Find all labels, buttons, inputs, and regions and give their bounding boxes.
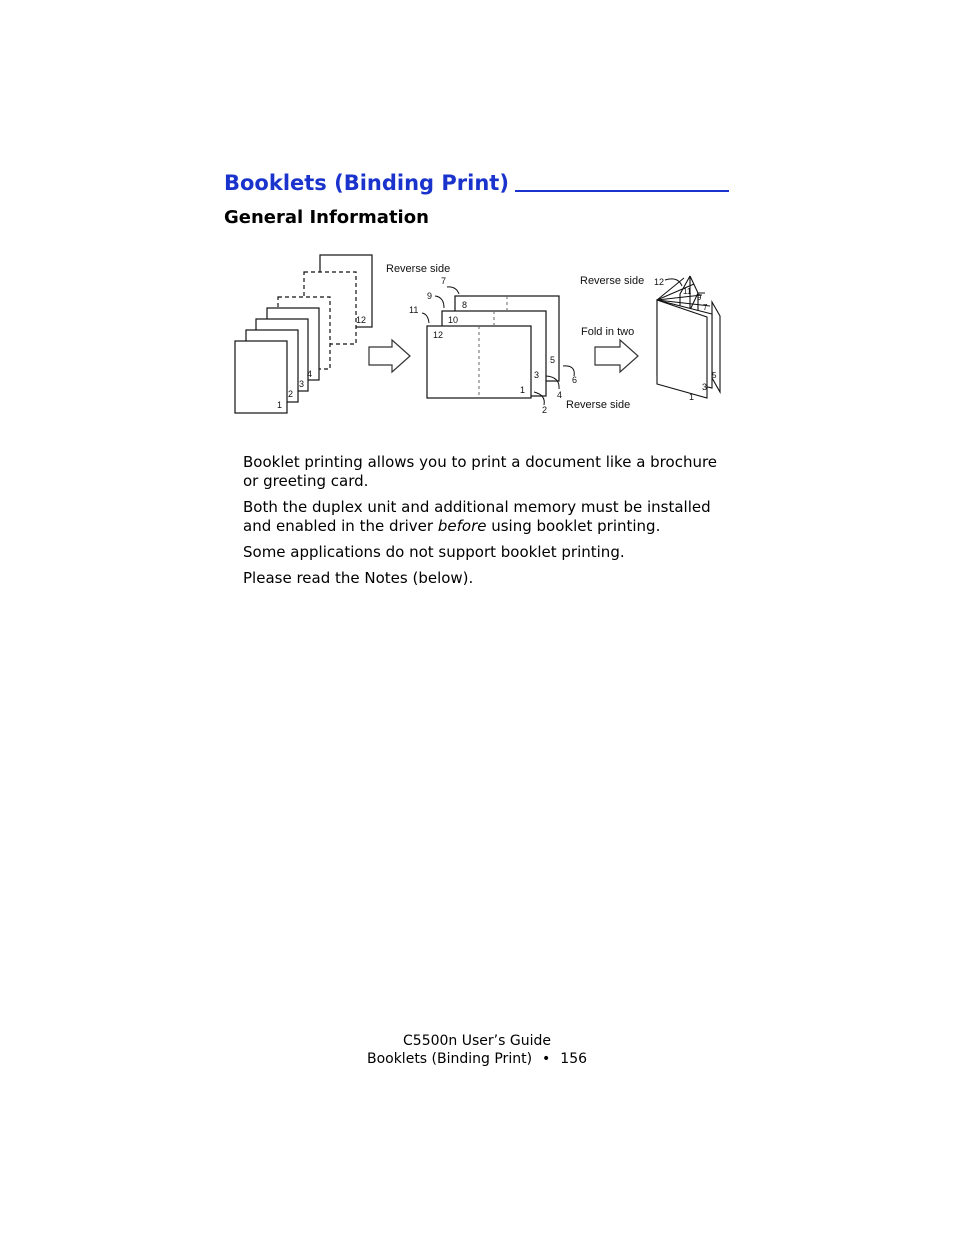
fold-in-two-label: Fold in two: [581, 326, 635, 338]
reverse-side-label-right: Reverse side: [580, 275, 645, 287]
pointer-arrow-9: [435, 296, 444, 308]
spread-label-7: 7: [441, 276, 447, 286]
footer-guide-title: C5500n User’s Guide: [403, 1033, 551, 1049]
section-heading: General Information: [224, 207, 429, 228]
spread-label-6: 6: [572, 375, 578, 385]
reverse-side-label-top: Reverse side: [386, 263, 451, 275]
stack-label-1: 1: [277, 400, 283, 410]
spread-label-5: 5: [550, 355, 556, 365]
stack-label-3: 3: [299, 379, 305, 389]
arrow-right-icon: [369, 340, 410, 372]
booklet-label-9: 9: [697, 293, 702, 302]
pointer-arrow-12: [665, 279, 682, 286]
footer-section: Booklets (Binding Print): [366, 1051, 533, 1067]
paragraph-requirements-end: using booklet printing.: [486, 517, 661, 535]
paragraph-support: Some applications do not support booklet printing.: [243, 543, 625, 561]
arrow-right-icon: [595, 340, 638, 372]
page-number: 156: [560, 1051, 588, 1067]
booklet-diagram-svg: [232, 250, 724, 420]
paragraph-requirements-start: Both the duplex unit and additional memory must be installed and enabled in the driver: [243, 498, 711, 535]
title-rule: [515, 190, 729, 192]
booklet-label-12: 12: [654, 277, 665, 287]
booklet-front: [657, 300, 707, 398]
booklet-label-7: 7: [703, 303, 708, 312]
pointer-arrow-7: [447, 287, 459, 294]
footer-section-line: [0, 1050, 954, 1068]
paragraph-intro: Booklet printing allows you to print a document like a brochure or greeting card.: [243, 453, 718, 490]
spread-label-3: 3: [534, 370, 540, 380]
booklet-label-11: 11: [683, 287, 692, 296]
booklet-diagram: [232, 250, 724, 420]
paragraph-notes: Please read the Notes (below).: [243, 569, 474, 587]
booklet-label-3: 3: [702, 382, 708, 392]
spread-label-11: 11: [409, 305, 419, 315]
stack-label-4: 4: [307, 369, 313, 379]
stack-label-2: 2: [288, 389, 294, 399]
footer-bullet: •: [542, 1051, 551, 1067]
spread-label-4: 4: [557, 390, 563, 400]
body-text: [243, 453, 733, 595]
spread-label-9: 9: [427, 291, 433, 301]
pointer-arrow-11: [422, 313, 429, 323]
spread-label-2: 2: [542, 405, 548, 415]
booklet-label-5: 5: [712, 371, 717, 380]
spread-label-8: 8: [462, 300, 468, 310]
stack-label-12: 12: [356, 315, 367, 325]
emphasis-before: before: [437, 517, 487, 535]
reverse-side-label-bottom: Reverse side: [566, 399, 631, 411]
spread-label-1: 1: [520, 385, 526, 395]
booklet-label-1: 1: [689, 392, 695, 402]
page-footer: [0, 1032, 954, 1068]
spread-label-12: 12: [433, 330, 444, 340]
paragraph-requirements: [243, 498, 733, 536]
spread-label-10: 10: [448, 315, 459, 325]
page-title-block: [224, 169, 729, 197]
page-title: Booklets (Binding Print): [224, 171, 509, 195]
